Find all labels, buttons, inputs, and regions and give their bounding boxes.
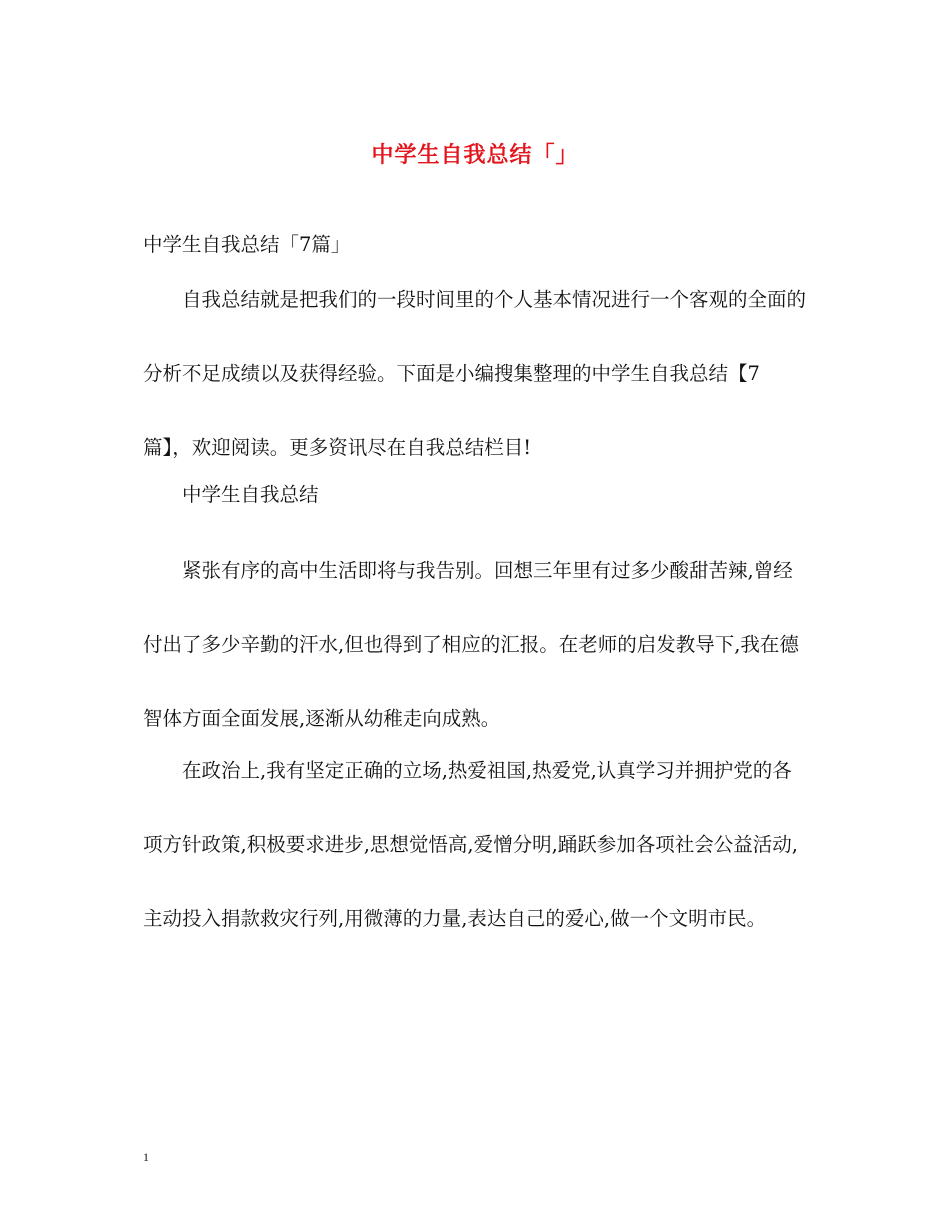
body-paragraph-1: 紧张有序的高中生活即将与我告别。回想三年里有过多少酸甜苦辣,曾经付出了多少辛勤的汗水,但也得到了相应的汇报。在老师的启发教导下,我在德智体方面全面发展,逐渐从幼稚走向成熟。 [143,558,799,730]
body-paragraph-2: 在政治上,我有坚定正确的立场,热爱祖国,热爱党,认真学习并拥护党的各项方针政策,积极要求进步,思想觉悟高,爱憎分明,踊跃参加各项社会公益活动,主动投入捐款救灾行列,用微薄的力量,表达自己的爱心,做一个文明市民。 [143,758,798,930]
document-subtitle: 中学生自我总结「7篇」 [143,233,351,256]
page-number: 1 [143,1150,149,1164]
document-title: 中学生自我总结「」 [371,142,579,168]
section-heading: 中学生自我总结 [182,483,319,507]
document-body [143,232,807,956]
intro-paragraph: 自我总结就是把我们的一段时间里的个人基本情况进行一个客观的全面的分析不足成绩以及获得经验。下面是小编搜集整理的中学生自我总结【7篇】，欢迎阅读。更多资讯尽在自我总结栏目! [143,288,807,460]
